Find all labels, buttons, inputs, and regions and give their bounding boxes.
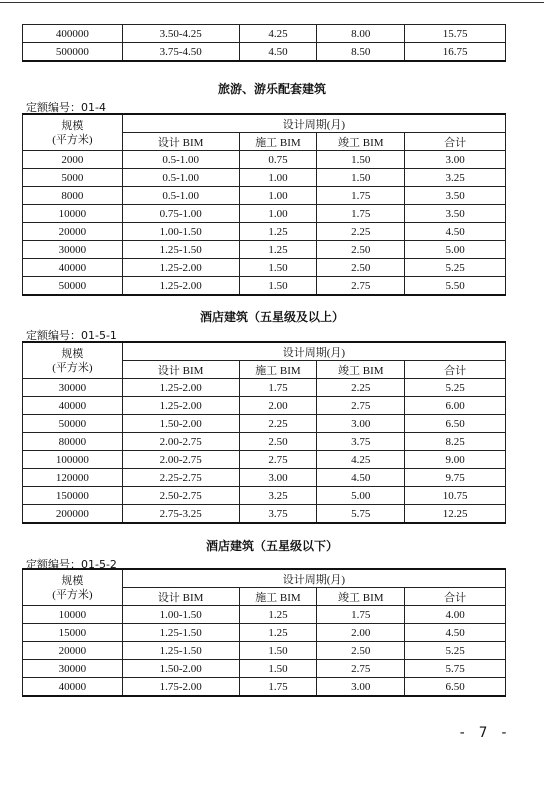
table-row	[23, 205, 506, 223]
table-row	[23, 660, 506, 678]
completion-bim-header: 竣工 BIM	[317, 588, 405, 606]
table-cell: 500000	[23, 43, 123, 62]
table-row	[23, 25, 506, 43]
table-cell: 1.75	[317, 606, 405, 624]
table-row	[23, 187, 506, 205]
design-bim-header: 设计 BIM	[122, 588, 239, 606]
completion-bim-header: 竣工 BIM	[317, 361, 405, 379]
table-cell: 1.75	[317, 205, 405, 223]
table-cell: 30000	[23, 241, 123, 259]
table-cell: 1.50	[239, 277, 317, 296]
table-cell: 1.50	[239, 642, 317, 660]
table-cell: 40000	[23, 397, 123, 415]
total-header: 合计	[405, 361, 506, 379]
table-cell: 80000	[23, 433, 123, 451]
table-cell: 1.25-1.50	[122, 241, 239, 259]
hotel-5star-plus-cycle-table	[22, 341, 506, 524]
table-cell: 5.25	[405, 642, 506, 660]
table-cell: 1.50	[239, 259, 317, 277]
design-bim-header: 设计 BIM	[122, 361, 239, 379]
table-header-row	[23, 114, 506, 133]
continuation-table	[22, 24, 506, 62]
table-row	[23, 451, 506, 469]
table-cell: 4.25	[317, 451, 405, 469]
tourism-cycle-table	[22, 113, 506, 296]
table-cell: 2.50	[317, 642, 405, 660]
total-header: 合计	[405, 588, 506, 606]
table-cell: 9.75	[405, 469, 506, 487]
table-cell: 3.25	[405, 169, 506, 187]
table-cell: 12.25	[405, 505, 506, 524]
table-cell: 10000	[23, 606, 123, 624]
scale-header-line1: 规模	[61, 119, 84, 132]
table-cell: 2000	[23, 151, 123, 169]
table-row	[23, 259, 506, 277]
table-cell: 1.50	[239, 660, 317, 678]
table-cell: 1.00-1.50	[122, 606, 239, 624]
table-cell: 4.50	[317, 469, 405, 487]
table-cell: 5000	[23, 169, 123, 187]
table-cell: 8.25	[405, 433, 506, 451]
table-cell: 5.25	[405, 379, 506, 397]
period-header: 设计周期(月)	[122, 342, 505, 361]
table-cell: 10000	[23, 205, 123, 223]
construction-bim-header: 施工 BIM	[239, 361, 317, 379]
table-cell: 8.50	[317, 43, 405, 62]
table-cell: 1.50	[317, 169, 405, 187]
quota-code-label: 定额编号：01-5-2	[26, 558, 117, 571]
table-cell: 1.25-2.00	[122, 259, 239, 277]
period-header: 设计周期(月)	[122, 569, 505, 588]
table-cell: 15000	[23, 624, 123, 642]
table-cell: 2.75	[239, 451, 317, 469]
scale-header	[23, 342, 123, 379]
table-cell: 2.25-2.75	[122, 469, 239, 487]
table-cell: 0.75-1.00	[122, 205, 239, 223]
total-header: 合计	[405, 133, 506, 151]
hotel-5star-plus-table-body	[23, 379, 506, 524]
table-row	[23, 277, 506, 296]
table-cell: 5.75	[405, 660, 506, 678]
table-cell: 2.50-2.75	[122, 487, 239, 505]
table-cell: 8000	[23, 187, 123, 205]
table-cell: 15.75	[405, 25, 506, 43]
table-cell: 1.25-2.00	[122, 379, 239, 397]
table-cell: 1.25-2.00	[122, 277, 239, 296]
section-title-hotel-below-5star: 酒店建筑（五星级以下）	[205, 539, 338, 553]
table-cell: 5.50	[405, 277, 506, 296]
table-cell: 1.75	[239, 678, 317, 697]
table-cell: 16.75	[405, 43, 506, 62]
table-cell: 1.50	[317, 151, 405, 169]
table-cell: 2.75-3.25	[122, 505, 239, 524]
table-cell: 40000	[23, 678, 123, 697]
period-header: 设计周期(月)	[122, 114, 505, 133]
table-cell: 3.00	[317, 415, 405, 433]
table-row	[23, 678, 506, 697]
table-cell: 1.00-1.50	[122, 223, 239, 241]
hotel-below-5star-table-body	[23, 606, 506, 697]
table-cell: 20000	[23, 223, 123, 241]
table-cell: 3.75-4.50	[122, 43, 239, 62]
construction-bim-header: 施工 BIM	[239, 588, 317, 606]
table-cell: 1.25	[239, 241, 317, 259]
table-cell: 10.75	[405, 487, 506, 505]
page-top-rule	[0, 2, 544, 3]
section-title-hotel-5star-plus: 酒店建筑（五星级及以上）	[199, 310, 344, 324]
table-cell: 100000	[23, 451, 123, 469]
table-cell: 4.50	[239, 43, 317, 62]
table-row	[23, 606, 506, 624]
table-cell: 0.5-1.00	[122, 187, 239, 205]
table-cell: 1.75-2.00	[122, 678, 239, 697]
table-cell: 1.25	[239, 606, 317, 624]
table-cell: 400000	[23, 25, 123, 43]
table-cell: 2.00-2.75	[122, 451, 239, 469]
table-cell: 5.75	[317, 505, 405, 524]
table-cell: 1.00	[239, 187, 317, 205]
table-cell: 3.00	[239, 469, 317, 487]
table-cell: 3.75	[317, 433, 405, 451]
table-cell: 3.75	[239, 505, 317, 524]
page-number: - 7 -	[458, 725, 511, 741]
table-cell: 2.75	[317, 277, 405, 296]
table-header-row	[23, 342, 506, 361]
table-cell: 8.00	[317, 25, 405, 43]
table-row	[23, 487, 506, 505]
table-cell: 0.5-1.00	[122, 151, 239, 169]
table-cell: 0.75	[239, 151, 317, 169]
table-row	[23, 43, 506, 62]
table-cell: 3.25	[239, 487, 317, 505]
table-row	[23, 469, 506, 487]
tourism-table-body	[23, 151, 506, 296]
table-cell: 9.00	[405, 451, 506, 469]
table-row	[23, 223, 506, 241]
table-cell: 1.25-1.50	[122, 624, 239, 642]
table-row	[23, 415, 506, 433]
table-cell: 1.25	[239, 223, 317, 241]
table-cell: 0.5-1.00	[122, 169, 239, 187]
table-cell: 4.25	[239, 25, 317, 43]
table-cell: 6.00	[405, 397, 506, 415]
table-cell: 150000	[23, 487, 123, 505]
table-cell: 2.25	[239, 415, 317, 433]
table-cell: 2.75	[317, 660, 405, 678]
table-row	[23, 433, 506, 451]
table-cell: 1.75	[239, 379, 317, 397]
table-cell: 5.00	[405, 241, 506, 259]
scale-header-line1: 规模	[61, 347, 84, 360]
table-cell: 50000	[23, 415, 123, 433]
table-cell: 6.50	[405, 415, 506, 433]
table-cell: 3.50-4.25	[122, 25, 239, 43]
table-cell: 5.25	[405, 259, 506, 277]
table-cell: 30000	[23, 379, 123, 397]
table-cell: 20000	[23, 642, 123, 660]
table-row	[23, 397, 506, 415]
table-row	[23, 624, 506, 642]
table-cell: 2.00	[317, 624, 405, 642]
table-cell: 1.00	[239, 169, 317, 187]
table-cell: 1.25	[239, 624, 317, 642]
table-cell: 4.50	[405, 624, 506, 642]
table-row	[23, 241, 506, 259]
table-cell: 50000	[23, 277, 123, 296]
table-row	[23, 642, 506, 660]
completion-bim-header: 竣工 BIM	[317, 133, 405, 151]
table-cell: 1.25-1.50	[122, 642, 239, 660]
quota-code-label: 定额编号：01-5-1	[26, 329, 117, 342]
table-cell: 3.50	[405, 187, 506, 205]
table-cell: 2.00-2.75	[122, 433, 239, 451]
table-cell: 1.00	[239, 205, 317, 223]
scale-header-line2: (平方米)	[52, 588, 93, 601]
table-cell: 2.25	[317, 223, 405, 241]
scale-header	[23, 569, 123, 606]
table-cell: 2.50	[317, 241, 405, 259]
scale-header-line2: (平方米)	[52, 133, 93, 146]
table-row	[23, 151, 506, 169]
table-cell: 4.50	[405, 223, 506, 241]
table-cell: 2.75	[317, 397, 405, 415]
scale-header-line1: 规模	[61, 574, 84, 587]
quota-code-label: 定额编号：01-4	[26, 101, 106, 114]
table-cell: 200000	[23, 505, 123, 524]
section-title-tourism: 旅游、游乐配套建筑	[217, 82, 326, 96]
construction-bim-header: 施工 BIM	[239, 133, 317, 151]
table-cell: 5.00	[317, 487, 405, 505]
table-row	[23, 505, 506, 524]
scale-header	[23, 114, 123, 151]
table-cell: 2.50	[239, 433, 317, 451]
table-cell: 1.50-2.00	[122, 660, 239, 678]
table-cell: 120000	[23, 469, 123, 487]
hotel-below-5star-cycle-table	[22, 568, 506, 697]
table-cell: 1.25-2.00	[122, 397, 239, 415]
table-cell: 6.50	[405, 678, 506, 697]
table-cell: 4.00	[405, 606, 506, 624]
table-cell: 40000	[23, 259, 123, 277]
table-cell: 2.50	[317, 259, 405, 277]
table-cell: 30000	[23, 660, 123, 678]
design-bim-header: 设计 BIM	[122, 133, 239, 151]
table-cell: 3.00	[405, 151, 506, 169]
table-cell: 1.50-2.00	[122, 415, 239, 433]
table-cell: 1.75	[317, 187, 405, 205]
table-header-row	[23, 569, 506, 588]
table-cell: 2.00	[239, 397, 317, 415]
table-cell: 2.25	[317, 379, 405, 397]
scale-header-line2: (平方米)	[52, 361, 93, 374]
table-cell: 3.00	[317, 678, 405, 697]
table-cell: 3.50	[405, 205, 506, 223]
table-row	[23, 379, 506, 397]
table-row	[23, 169, 506, 187]
